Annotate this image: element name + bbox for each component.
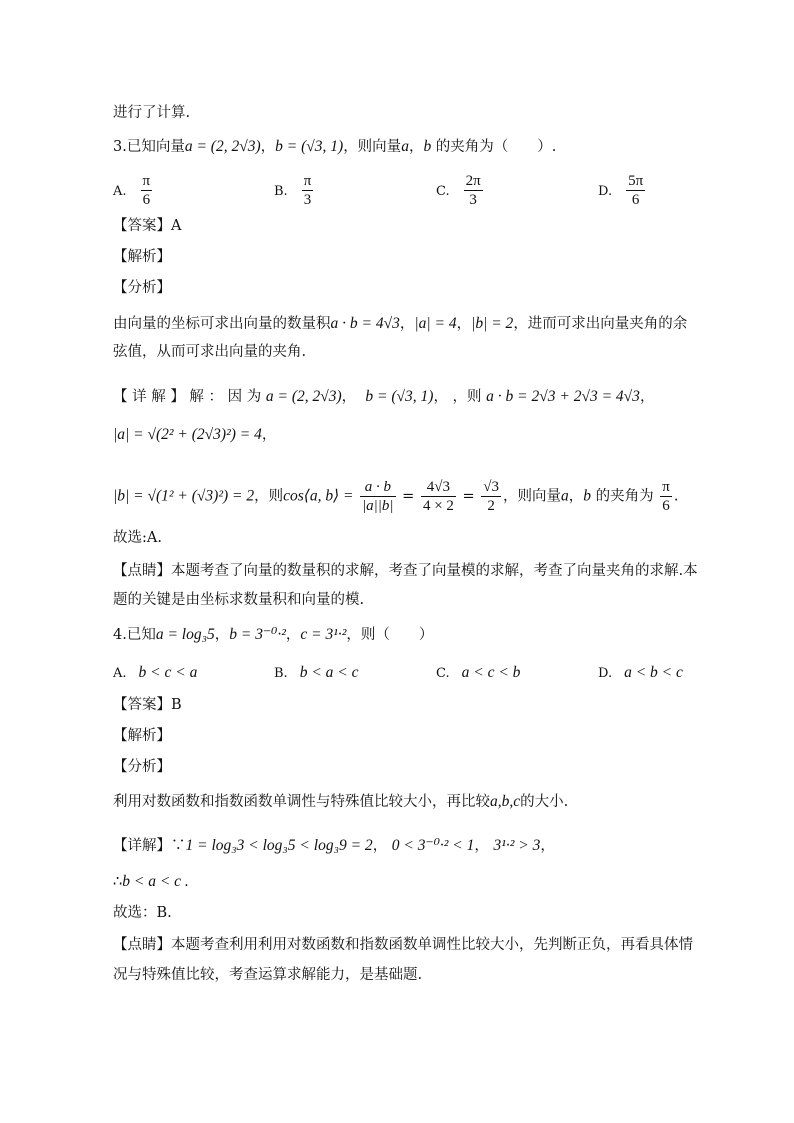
q3-sep: ，: [408, 139, 424, 155]
mod-b: |b| = 2: [471, 315, 514, 332]
choose-line: 故选:A.: [113, 530, 162, 546]
q3-mid: ，: [260, 139, 276, 155]
comment-line-1: 【点睛】本题考查了向量的数量积的求解，考查了向量模的求解，考查了向量夹角的求解.本: [113, 563, 698, 579]
vec-b-2: b = (√3, 1): [365, 388, 434, 405]
var-b: b: [423, 138, 432, 155]
q3-option-d: D. $\frac{5\pi}{6}$: [598, 173, 644, 208]
question-3-stem: [113, 136, 556, 158]
answer-label-2: 【答案】B: [113, 697, 182, 713]
answer-label: 【答案】A: [113, 218, 182, 234]
angle-frac: $\frac{\pi}{6}$: [662, 479, 670, 514]
therefore-line: [113, 871, 189, 893]
mod-a-calc: |a| = √(2² + (2√3)²) = 4: [113, 426, 262, 443]
detail-q4-label: 【详解】∵: [113, 838, 186, 854]
q4-end: ，则（ ）: [346, 627, 434, 643]
q4-a: a = log₃5: [155, 626, 215, 643]
q3-option-c: C. $\frac{2\pi}{3}$: [436, 173, 481, 208]
analysis-line-q4: [113, 791, 568, 813]
vec-a: a = (2, 2√3): [184, 138, 261, 155]
vec-a-2: a = (2, 2√3): [265, 388, 342, 405]
analysis-line: 由向量的坐标可求出向量的数量积a · b = 4√3，|a| = 4，|b| = 2，进而可求出向量夹角的余: [113, 315, 688, 332]
therefore-symbol: ∴: [113, 874, 123, 890]
jiexi-label: 【解析】: [113, 249, 171, 265]
q4-option-c: C. a < c < b: [436, 664, 521, 681]
cos-frac-2: $\frac{4√3}{4 \times 2}$: [422, 479, 454, 514]
q4-option-d: D. a < b < c: [598, 664, 683, 681]
comment-line-4: 况与特殊值比较，考查运算求解能力，是基础题.: [113, 967, 423, 983]
analysis-q4-end: 的大小.: [520, 794, 569, 810]
analysis-text-2: ，进而可求出向量夹角的余: [513, 316, 688, 332]
detail-line-q4: 【详解】∵1 = log₃3 < log₃5 < log₃9 = 2， 0 < 3⁻⁰·² < 1， 3¹·² > 3，: [113, 837, 555, 854]
dot-product: a · b = 4√3: [330, 315, 400, 332]
cos-frac-3: $\frac{√3}{2}$: [483, 479, 500, 514]
q3-end: 的夹角为（ ）.: [435, 139, 557, 155]
q4-b: b = 3⁻⁰·²: [229, 626, 286, 643]
chain-1: 1 = log₃3 < log₃5 < log₃9 = 2: [185, 837, 373, 854]
q4-option-a: A. b < c < a: [113, 664, 198, 681]
q3-option-b: B. $\frac{\pi}{3}$: [274, 173, 312, 208]
cos-post: ，则向量: [503, 488, 562, 505]
detail-line-2: |a| = √(2² + (2√3)²) = 4，: [113, 426, 277, 443]
cos-pre: ，则: [254, 488, 284, 505]
chain-3: 3¹·² > 3: [493, 837, 541, 854]
analysis-text: 由向量的坐标可求出向量的数量积: [113, 316, 331, 332]
question-4-stem: 4.已知a = log₃5，b = 3⁻⁰·²，c = 3¹·²，则（ ）: [113, 626, 434, 643]
conclusion: b < a < c .: [122, 873, 189, 890]
mod-a: |a| = 4: [414, 315, 457, 332]
jiexi-label-2: 【解析】: [113, 728, 171, 744]
q3-mid2: ，则向量: [343, 139, 402, 155]
detail-line-1: 【 详 解 】 解 ： 因 为 a = (2, 2√3)， b = (√3, 1)， ，则 a · b = 2√3 + 2√3 = 4√3，: [113, 388, 655, 405]
choose-line-2: 故选：B.: [113, 905, 172, 921]
q4-c: c = 3¹·²: [300, 626, 347, 643]
detail-then: ，则: [452, 389, 482, 405]
q3-option-a: A. $\frac{\pi}{6}$: [113, 173, 151, 208]
comment-line-2: 题的关键是由坐标求数量积和向量的模.: [113, 592, 365, 608]
mod-b-calc: |b| = √(1² + (√3)²) = 2: [113, 487, 255, 505]
cos-frac-1: $\frac{a \cdot b}{|a||b|}$: [362, 479, 394, 514]
fenxi-label: 【分析】: [113, 280, 171, 296]
detail-label: 【 详 解 】 解 ： 因 为: [113, 389, 262, 405]
cos-end: 的夹角为: [595, 488, 654, 505]
analysis-line-2: 弦值，从而可求出向量的夹角.: [113, 344, 307, 360]
vec-b: b = (√3, 1): [275, 138, 344, 155]
fenxi-label-2: 【分析】: [113, 759, 171, 775]
comment-line-3: 【点睛】本题考查利用利用对数函数和指数函数单调性比较大小，先判断正负，再看具体情: [113, 937, 693, 953]
dot-calc: a · b = 2√3 + 2√3 = 4√3: [486, 388, 640, 405]
q4-option-b: B. b < a < c: [274, 664, 359, 681]
q3-intro: 3.已知向量: [113, 139, 185, 155]
cos-lhs: cos⟨a, b⟩ =: [283, 487, 354, 505]
var-a: a: [401, 138, 409, 155]
abc: a,b,c: [490, 793, 521, 810]
analysis-q4-text: 利用对数函数和指数函数单调性与特殊值比较大小，再比较: [113, 794, 490, 810]
text-line: 进行了计算.: [113, 105, 191, 121]
detail-line-3: |b| = √(1² + (√3)²) = 2，则cos⟨a, b⟩ = $\frac{a \cdot b}{|a||b|}$ = $\frac{4√3}{4 \times 2}$ = $\frac{√3}{2}$ ，则向量a，b 的夹角为 $\frac{\pi}{6}$ .: [113, 479, 679, 514]
chain-2: 0 < 3⁻⁰·² < 1: [391, 837, 475, 854]
q4-intro: 4.已知: [113, 627, 156, 643]
